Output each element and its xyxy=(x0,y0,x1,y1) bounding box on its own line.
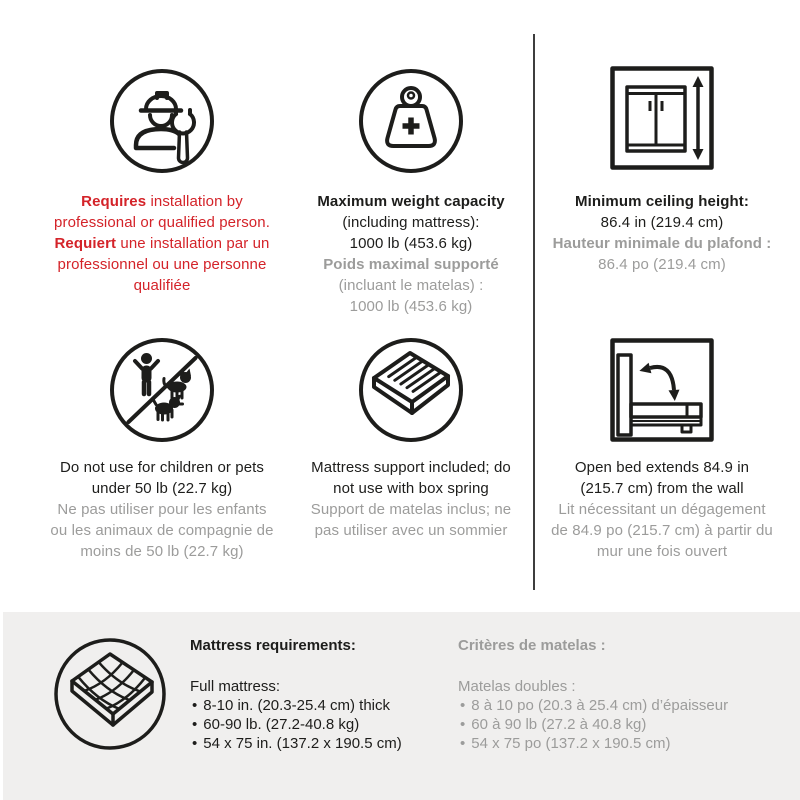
caption-line: professional or qualified person. xyxy=(54,214,270,231)
mattress-requirements-subtitle-en: Full mattress: xyxy=(190,678,281,695)
bullet-dot: • xyxy=(460,697,466,714)
bullet-dot: • xyxy=(460,735,466,752)
bullet-dot: • xyxy=(192,716,198,733)
mattress-requirements-en xyxy=(190,636,450,753)
caption-line: Poids maximal supporté xyxy=(323,256,499,273)
list-item: • 54 x 75 in. (137.2 x 190.5 cm) xyxy=(192,735,402,752)
caption-line: Support de matelas inclus; ne xyxy=(310,501,512,518)
caption-line: not use with box spring xyxy=(333,480,489,497)
mattress-support-caption xyxy=(286,457,536,541)
bullet-dot: • xyxy=(192,735,198,752)
caption-line: 86.4 po (219.4 cm) xyxy=(598,256,726,273)
weight-capacity-caption xyxy=(286,191,536,317)
caption-line: Hauteur minimale du plafond : xyxy=(552,235,772,252)
caption-line: (215.7 cm) from the wall xyxy=(580,480,744,497)
caption-line: Requires installation by xyxy=(81,193,243,210)
mattress-requirements-title-fr: Critères de matelas : xyxy=(458,637,606,654)
open-bed-caption xyxy=(537,457,787,562)
caption-line: qualifiée xyxy=(133,277,191,294)
caption-line: Maximum weight capacity xyxy=(317,193,505,210)
no-children-pets-icon xyxy=(110,338,214,442)
mattress-requirements-panel xyxy=(3,612,800,800)
weight-icon xyxy=(359,69,463,173)
caption-line: moins de 50 lb (22.7 kg) xyxy=(80,543,244,560)
list-item: • 8-10 in. (20.3-25.4 cm) thick xyxy=(192,697,391,714)
caption-line: Ne pas utiliser pour les enfants xyxy=(57,501,267,518)
caption-line: (incluant le matelas) : xyxy=(338,277,484,294)
list-item: • 60-90 lb. (27.2-40.8 kg) xyxy=(192,716,360,733)
list-item: • 54 x 75 po (137.2 x 190.5 cm) xyxy=(460,735,671,752)
caption-line: under 50 lb (22.7 kg) xyxy=(91,480,233,497)
installer-wrench-icon xyxy=(110,69,214,173)
caption-line: mur une fois ouvert xyxy=(596,543,728,560)
caption-line: Mattress support included; do xyxy=(311,459,511,476)
mattress-requirements-fr xyxy=(458,636,793,753)
caption-line: ou les animaux de compagnie de xyxy=(50,522,274,539)
caption-line: Open bed extends 84.9 in xyxy=(574,459,750,476)
list-item: • 8 à 10 po (20.3 à 25.4 cm) d’épaisseur xyxy=(460,697,729,714)
caption-line: Do not use for children or pets xyxy=(59,459,265,476)
caption-line: (including mattress): xyxy=(342,214,480,231)
caption-line: Lit nécessitant un dégagement xyxy=(558,501,766,518)
no-children-pets-caption xyxy=(37,457,287,562)
caption-line: pas utiliser avec un sommier xyxy=(314,522,508,539)
bullet-dot: • xyxy=(192,697,198,714)
caption-line: 1000 lb (453.6 kg) xyxy=(349,235,473,252)
caption-line: 86.4 in (219.4 cm) xyxy=(600,214,724,231)
open-bed-icon xyxy=(610,338,714,442)
caption-line: 1000 lb (453.6 kg) xyxy=(349,298,473,315)
ceiling-height-caption xyxy=(537,191,787,275)
caption-line: Minimum ceiling height: xyxy=(575,193,749,210)
caption-line: Requiert une installation par un xyxy=(54,235,270,252)
installation-caption xyxy=(37,191,287,296)
bullet-dot: • xyxy=(460,716,466,733)
mattress-requirements-title-en: Mattress requirements: xyxy=(190,637,356,654)
ceiling-height-icon xyxy=(610,66,714,170)
list-item: • 60 à 90 lb (27.2 à 40.8 kg) xyxy=(460,716,647,733)
mattress-icon xyxy=(54,638,166,750)
caption-line: professionnel ou une personne xyxy=(57,256,267,273)
mattress-support-icon xyxy=(359,338,463,442)
caption-line: de 84.9 po (215.7 cm) à partir du xyxy=(551,522,773,539)
mattress-requirements-subtitle-fr: Matelas doubles : xyxy=(458,678,576,695)
